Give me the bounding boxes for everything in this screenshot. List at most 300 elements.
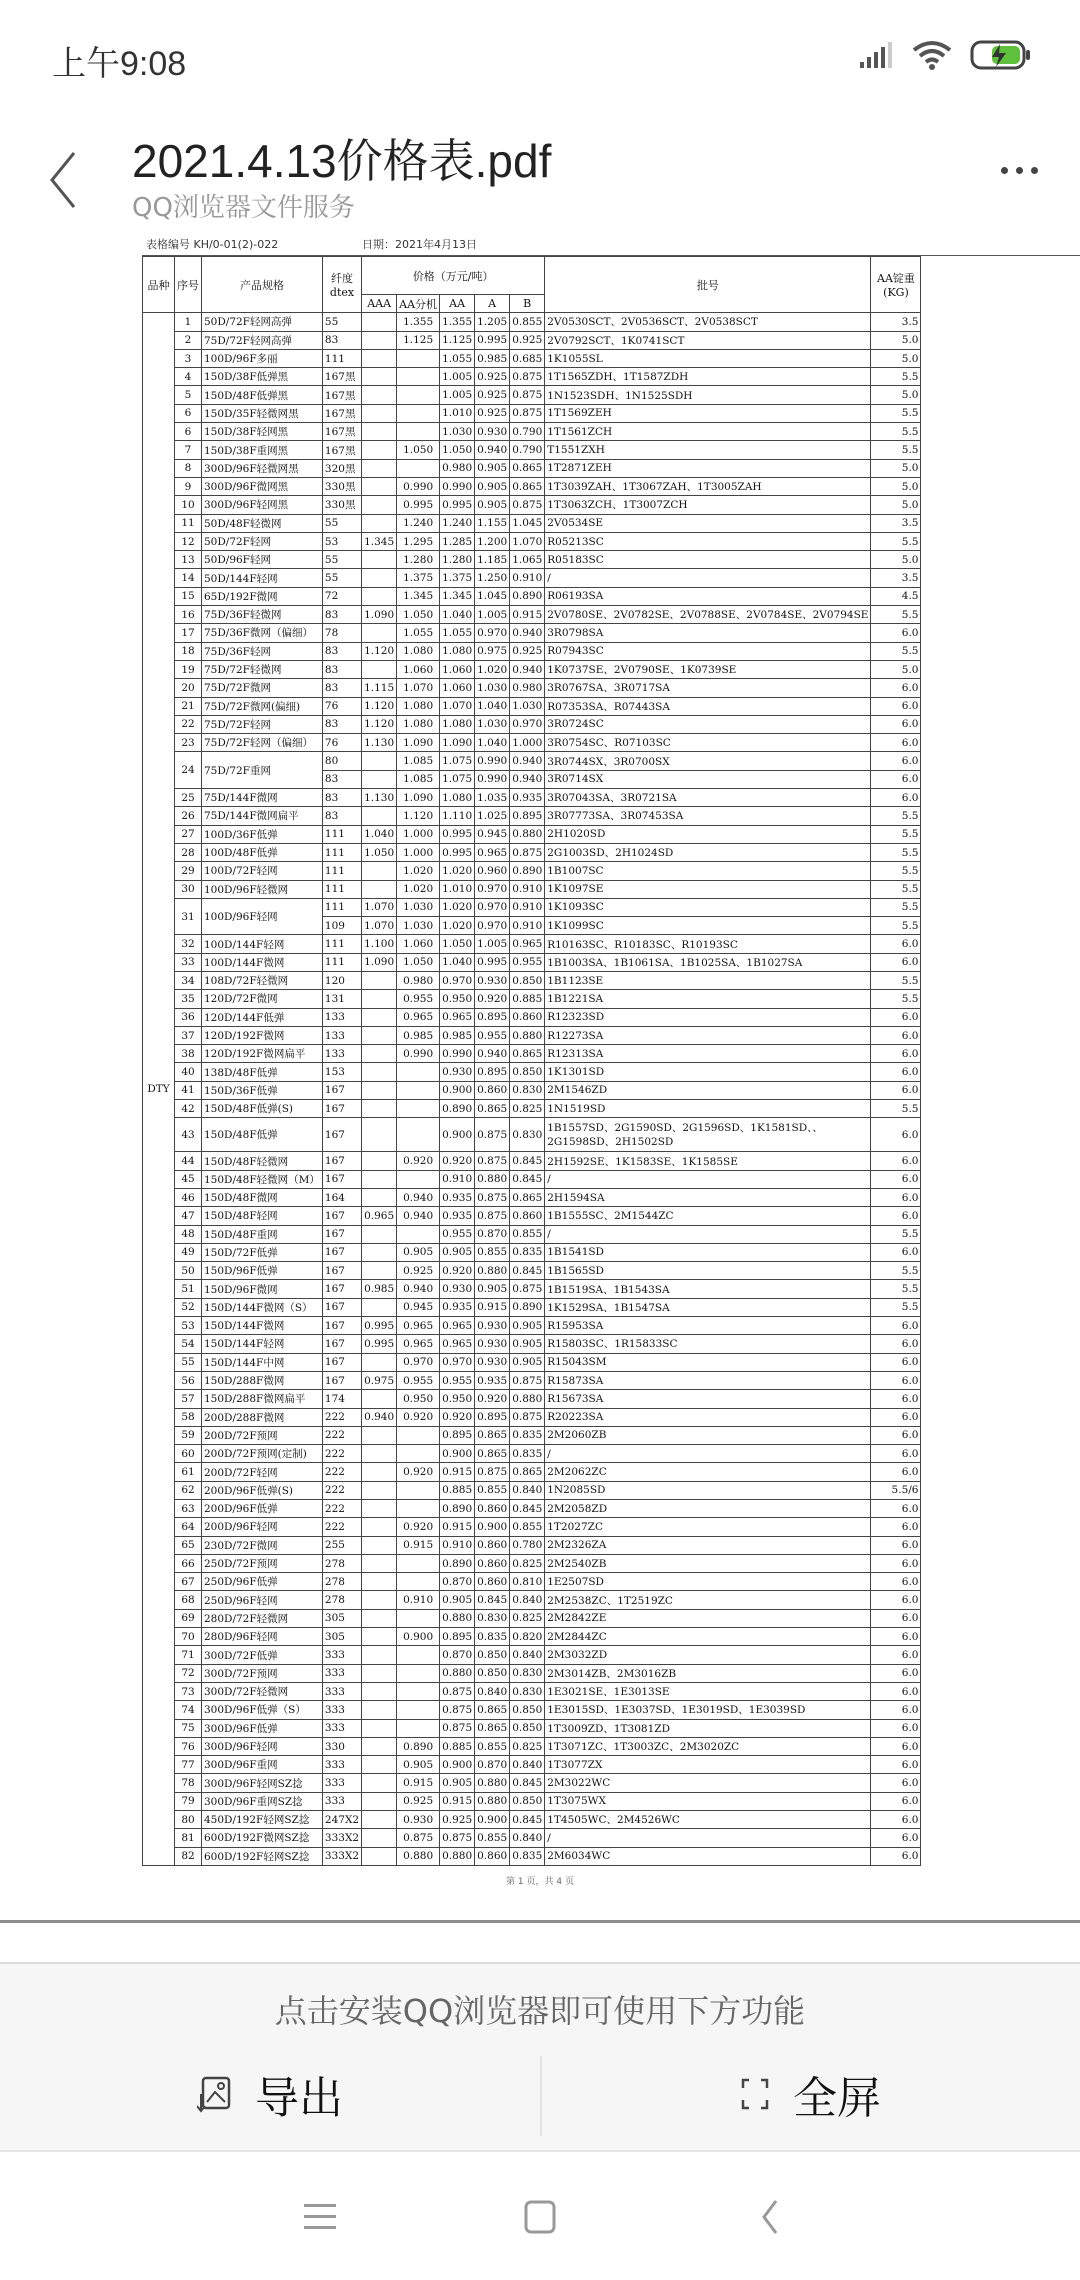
cell-price-aa-split bbox=[397, 368, 440, 386]
cell-price-aaa bbox=[362, 1628, 397, 1646]
cell-price-b: 0.875 bbox=[510, 404, 545, 422]
cell-batch: / bbox=[545, 1170, 871, 1188]
cell-spec: 300D/96F低弹 bbox=[202, 1719, 323, 1737]
cell-price-aa-split: 0.915 bbox=[397, 1774, 440, 1792]
cell-weight: 5.0 bbox=[871, 660, 921, 678]
status-icons bbox=[860, 40, 1032, 70]
cell-batch: 1E2507SD bbox=[545, 1573, 871, 1591]
cell-price-a: 0.840 bbox=[475, 1682, 510, 1700]
cell-price-a: 0.915 bbox=[475, 1298, 510, 1316]
cell-price-b: 0.910 bbox=[510, 898, 545, 916]
cell-price-aa-split bbox=[397, 1170, 440, 1188]
cell-price-aaa: 1.090 bbox=[362, 953, 397, 971]
cell-price-aa: 0.935 bbox=[440, 1188, 475, 1206]
cell-price-b: 0.865 bbox=[510, 1463, 545, 1481]
cell-price-aa: 1.240 bbox=[440, 514, 475, 532]
cell-weight: 6.0 bbox=[871, 715, 921, 733]
cell-price-aa-split bbox=[397, 1426, 440, 1444]
cell-dtex: 333 bbox=[322, 1792, 361, 1810]
cell-batch: 1E3015SD、1E3037SD、1E3019SD、1E3039SD bbox=[545, 1701, 871, 1719]
cell-price-aaa bbox=[362, 1829, 397, 1847]
cell-price-aa: 0.870 bbox=[440, 1646, 475, 1664]
cell-dtex: 255 bbox=[322, 1536, 361, 1554]
cell-price-a: 0.860 bbox=[475, 1500, 510, 1518]
cell-batch: 3R0744SX、3R0700SX bbox=[545, 752, 871, 770]
cell-price-aaa bbox=[362, 1298, 397, 1316]
cell-weight: 5.5 bbox=[871, 990, 921, 1008]
cell-batch: 1B1565SD bbox=[545, 1262, 871, 1280]
cell-price-b: 0.890 bbox=[510, 587, 545, 605]
cell-price-aa-split bbox=[397, 1664, 440, 1682]
cell-price-aa-split: 0.940 bbox=[397, 1280, 440, 1298]
cell-price-aa: 1.010 bbox=[440, 880, 475, 898]
cell-dtex: 222 bbox=[322, 1408, 361, 1426]
cell-price-aa: 0.970 bbox=[440, 1353, 475, 1371]
cell-price-aa: 0.970 bbox=[440, 971, 475, 989]
cell-price-aa: 0.920 bbox=[440, 1152, 475, 1170]
cell-price-aa-split: 1.060 bbox=[397, 935, 440, 953]
cell-price-aa: 0.875 bbox=[440, 1701, 475, 1719]
cell-spec: 75D/72F微网(偏细) bbox=[202, 697, 323, 715]
cell-price-aa: 0.935 bbox=[440, 1207, 475, 1225]
table-row bbox=[143, 1829, 921, 1847]
table-row bbox=[143, 1063, 921, 1081]
cell-price-aa-split: 0.875 bbox=[397, 1829, 440, 1847]
cell-weight: 5.0 bbox=[871, 496, 921, 514]
cell-index: 44 bbox=[175, 1152, 202, 1170]
cell-dtex: 167 bbox=[322, 1207, 361, 1225]
cell-price-aaa: 1.050 bbox=[362, 843, 397, 861]
cell-batch: 1K1529SA、1B1547SA bbox=[545, 1298, 871, 1316]
nav-back-button[interactable] bbox=[740, 2192, 800, 2242]
install-prompt-text[interactable]: 点击安装QQ浏览器即可使用下方功能 bbox=[274, 1992, 806, 2030]
cell-spec: 75D/144F微网扁平 bbox=[202, 807, 323, 825]
cell-price-aa: 0.895 bbox=[440, 1426, 475, 1444]
cell-dtex: 167 bbox=[322, 1225, 361, 1243]
cell-price-a: 0.865 bbox=[475, 1100, 510, 1118]
cell-weight: 6.0 bbox=[871, 1664, 921, 1682]
cell-index: 69 bbox=[175, 1609, 202, 1627]
cell-price-aaa bbox=[362, 1591, 397, 1609]
cell-price-b: 0.890 bbox=[510, 1298, 545, 1316]
cell-price-b: 0.880 bbox=[510, 1026, 545, 1044]
cell-index: 16 bbox=[175, 606, 202, 624]
cell-price-b: 0.895 bbox=[510, 807, 545, 825]
table-row bbox=[143, 496, 921, 514]
table-row bbox=[143, 459, 921, 477]
cell-batch: R07943SC bbox=[545, 642, 871, 660]
cell-dtex: 55 bbox=[322, 313, 361, 331]
fullscreen-button[interactable] bbox=[540, 2049, 1080, 2139]
cell-price-aa-split: 0.890 bbox=[397, 1737, 440, 1755]
cell-spec: 150D/72F低弹 bbox=[202, 1243, 323, 1261]
export-button[interactable] bbox=[0, 2049, 540, 2139]
cell-price-aa: 1.040 bbox=[440, 606, 475, 624]
table-row bbox=[143, 807, 921, 825]
cell-price-aaa bbox=[362, 1100, 397, 1118]
cell-price-a: 0.850 bbox=[475, 1664, 510, 1682]
cell-index: 10 bbox=[175, 496, 202, 514]
cell-price-aaa bbox=[362, 1701, 397, 1719]
cell-price-aaa bbox=[362, 441, 397, 459]
cell-price-a: 0.970 bbox=[475, 880, 510, 898]
cell-price-aa: 0.900 bbox=[440, 1756, 475, 1774]
header-fineness bbox=[322, 257, 361, 313]
cell-weight: 6.0 bbox=[871, 1170, 921, 1188]
table-row bbox=[143, 1353, 921, 1371]
cell-weight: 5.5 bbox=[871, 368, 921, 386]
cell-price-aa-split: 0.920 bbox=[397, 1152, 440, 1170]
cell-weight: 6.0 bbox=[871, 1847, 921, 1865]
home-button[interactable] bbox=[510, 2192, 570, 2242]
cell-index: 12 bbox=[175, 532, 202, 550]
cell-dtex: 83 bbox=[322, 789, 361, 807]
back-arrow-icon[interactable] bbox=[40, 145, 90, 215]
cell-price-aa-split: 1.020 bbox=[397, 880, 440, 898]
cell-spec: 300D/96F微网黑 bbox=[202, 477, 323, 495]
cell-price-b: 0.840 bbox=[510, 1646, 545, 1664]
cell-price-aaa bbox=[362, 1225, 397, 1243]
cell-dtex: 83 bbox=[322, 642, 361, 660]
cell-price-aa-split: 1.090 bbox=[397, 789, 440, 807]
cell-dtex: 111 bbox=[322, 862, 361, 880]
export-image-icon bbox=[197, 2074, 233, 2114]
cell-dtex: 333 bbox=[322, 1719, 361, 1737]
cell-price-aa-split: 0.925 bbox=[397, 1262, 440, 1280]
table-row bbox=[143, 734, 921, 752]
cell-price-aa-split: 1.060 bbox=[397, 660, 440, 678]
cell-batch: 1T4505WC、2M4526WC bbox=[545, 1811, 871, 1829]
cell-index: 50 bbox=[175, 1262, 202, 1280]
cell-dtex: 55 bbox=[322, 514, 361, 532]
cell-weight: 5.5/6 bbox=[871, 1481, 921, 1499]
table-row bbox=[143, 1682, 921, 1700]
table-row bbox=[143, 752, 921, 770]
cell-index: 38 bbox=[175, 1045, 202, 1063]
cell-price-aa-split: 1.000 bbox=[397, 825, 440, 843]
cell-price-aa-split bbox=[397, 1573, 440, 1591]
cell-price-aaa bbox=[362, 971, 397, 989]
cell-dtex: 131 bbox=[322, 990, 361, 1008]
cell-index: 68 bbox=[175, 1591, 202, 1609]
table-row bbox=[143, 1719, 921, 1737]
cell-spec: 150D/48F低弹 bbox=[202, 1118, 323, 1152]
cell-price-aaa: 1.120 bbox=[362, 715, 397, 733]
cell-price-aaa bbox=[362, 477, 397, 495]
cell-price-aa: 0.920 bbox=[440, 1262, 475, 1280]
cell-weight: 6.0 bbox=[871, 1554, 921, 1572]
cell-price-b: 0.925 bbox=[510, 642, 545, 660]
table-row bbox=[143, 1445, 921, 1463]
cell-price-a: 0.855 bbox=[475, 1243, 510, 1261]
cell-batch: 1T3039ZAH、1T3067ZAH、1T3005ZAH bbox=[545, 477, 871, 495]
cell-price-aa: 1.050 bbox=[440, 441, 475, 459]
cell-index: 75 bbox=[175, 1719, 202, 1737]
cell-price-aa-split: 0.880 bbox=[397, 1847, 440, 1865]
cell-spec: 150D/36F低弹 bbox=[202, 1081, 323, 1099]
cell-batch: 2M3014ZB、2M3016ZB bbox=[545, 1664, 871, 1682]
cell-spec: 600D/192F轻网SZ捻 bbox=[202, 1847, 323, 1865]
menu-button[interactable] bbox=[290, 2192, 350, 2242]
cell-weight: 6.0 bbox=[871, 1045, 921, 1063]
status-time: 上午9:08 bbox=[52, 45, 187, 83]
cell-price-b: 0.935 bbox=[510, 789, 545, 807]
cell-price-a: 0.865 bbox=[475, 1701, 510, 1719]
cell-price-b: 0.810 bbox=[510, 1573, 545, 1591]
cell-price-aa: 1.020 bbox=[440, 862, 475, 880]
cell-batch: 1T3063ZCH、1T3007ZCH bbox=[545, 496, 871, 514]
cell-spec: 150D/48F轻微网 bbox=[202, 1152, 323, 1170]
cell-index: 82 bbox=[175, 1847, 202, 1865]
cell-spec: 150D/38F重网黑 bbox=[202, 441, 323, 459]
cell-price-aaa bbox=[362, 386, 397, 404]
cell-index: 54 bbox=[175, 1335, 202, 1353]
cell-price-aa-split: 1.055 bbox=[397, 624, 440, 642]
table-row bbox=[143, 697, 921, 715]
cell-price-a: 0.995 bbox=[475, 331, 510, 349]
cell-index: 17 bbox=[175, 624, 202, 642]
pdf-viewer[interactable] bbox=[0, 238, 1080, 1923]
cell-price-aaa: 1.090 bbox=[362, 606, 397, 624]
table-row bbox=[143, 368, 921, 386]
cell-price-aa-split: 1.125 bbox=[397, 331, 440, 349]
table-row bbox=[143, 1591, 921, 1609]
cell-price-aa-split bbox=[397, 349, 440, 367]
cell-dtex: 333 bbox=[322, 1756, 361, 1774]
cell-spec: 200D/288F微网 bbox=[202, 1408, 323, 1426]
cell-price-aaa bbox=[362, 1573, 397, 1591]
cell-dtex: 222 bbox=[322, 1481, 361, 1499]
header-weight-unit: (KG) bbox=[883, 286, 909, 300]
cell-index: 56 bbox=[175, 1371, 202, 1389]
cell-price-a: 0.870 bbox=[475, 1225, 510, 1243]
cell-index: 21 bbox=[175, 697, 202, 715]
cell-price-aaa bbox=[362, 770, 397, 788]
cell-price-aa: 0.900 bbox=[440, 1118, 475, 1152]
cell-price-aaa bbox=[362, 1353, 397, 1371]
cell-price-aa: 0.995 bbox=[440, 496, 475, 514]
cell-spec: 150D/288F微网扁平 bbox=[202, 1390, 323, 1408]
menu-icon bbox=[304, 2202, 336, 2232]
cell-batch: 1K1301SD bbox=[545, 1063, 871, 1081]
cell-price-a: 0.960 bbox=[475, 862, 510, 880]
cell-spec: 150D/48F轻网 bbox=[202, 1207, 323, 1225]
cell-price-aaa bbox=[362, 1081, 397, 1099]
cell-price-b: 0.980 bbox=[510, 679, 545, 697]
cell-index: 20 bbox=[175, 679, 202, 697]
cell-price-aa: 0.965 bbox=[440, 1317, 475, 1335]
cell-weight: 4.5 bbox=[871, 587, 921, 605]
cell-weight: 6.0 bbox=[871, 1371, 921, 1389]
cell-batch: / bbox=[545, 1445, 871, 1463]
cell-weight: 5.0 bbox=[871, 386, 921, 404]
cell-price-a: 0.955 bbox=[475, 1026, 510, 1044]
cell-price-aaa: 0.995 bbox=[362, 1317, 397, 1335]
cell-dtex: 333 bbox=[322, 1682, 361, 1700]
cell-price-aaa bbox=[362, 1262, 397, 1280]
cell-price-a: 0.925 bbox=[475, 368, 510, 386]
cell-price-a: 0.905 bbox=[475, 459, 510, 477]
cell-price-aa-split: 1.280 bbox=[397, 551, 440, 569]
cell-price-aa: 1.080 bbox=[440, 642, 475, 660]
cell-price-aa: 0.900 bbox=[440, 1445, 475, 1463]
cell-weight: 5.5 bbox=[871, 1100, 921, 1118]
cell-price-b: 0.910 bbox=[510, 917, 545, 935]
cell-price-aaa bbox=[362, 1170, 397, 1188]
cell-weight: 6.0 bbox=[871, 1737, 921, 1755]
cell-price-aaa bbox=[362, 1847, 397, 1865]
cell-price-a: 0.875 bbox=[475, 1463, 510, 1481]
cell-price-aa: 0.915 bbox=[440, 1518, 475, 1536]
table-row bbox=[143, 1737, 921, 1755]
cell-price-aa: 0.920 bbox=[440, 1408, 475, 1426]
cell-weight: 6.0 bbox=[871, 1063, 921, 1081]
cell-dtex: 222 bbox=[322, 1518, 361, 1536]
cell-price-aa-split: 1.295 bbox=[397, 532, 440, 550]
cell-price-aa-split: 1.240 bbox=[397, 514, 440, 532]
cell-price-b: 0.850 bbox=[510, 971, 545, 989]
cell-batch: R10163SC、R10183SC、R10193SC bbox=[545, 935, 871, 953]
cell-spec: 100D/96F轻微网 bbox=[202, 880, 323, 898]
cell-batch: 2M2060ZB bbox=[545, 1426, 871, 1444]
more-dots-icon[interactable] bbox=[1001, 167, 1038, 174]
cell-price-aa-split: 0.990 bbox=[397, 477, 440, 495]
cell-price-aa-split bbox=[397, 1701, 440, 1719]
cell-batch: 1T1569ZEH bbox=[545, 404, 871, 422]
cell-price-a: 1.005 bbox=[475, 935, 510, 953]
viewer-scroll-edge bbox=[0, 1920, 1080, 1923]
cell-weight: 5.5 bbox=[871, 441, 921, 459]
cell-spec: 200D/72F预网 bbox=[202, 1426, 323, 1444]
cell-price-b: 0.875 bbox=[510, 386, 545, 404]
cell-spec: 150D/48F轻微网（M） bbox=[202, 1170, 323, 1188]
cell-dtex: 222 bbox=[322, 1463, 361, 1481]
cell-weight: 6.0 bbox=[871, 734, 921, 752]
cell-price-aa: 1.345 bbox=[440, 587, 475, 605]
cell-spec: 75D/72F微网 bbox=[202, 679, 323, 697]
cell-spec: 75D/36F微网（偏细） bbox=[202, 624, 323, 642]
cell-price-b: 0.845 bbox=[510, 1170, 545, 1188]
cell-spec: 200D/96F低弹 bbox=[202, 1500, 323, 1518]
table-row bbox=[143, 1280, 921, 1298]
cell-price-aa: 0.890 bbox=[440, 1100, 475, 1118]
cell-batch: 2M2844ZC bbox=[545, 1628, 871, 1646]
cell-batch: R05213SC bbox=[545, 532, 871, 550]
cell-price-b: 0.825 bbox=[510, 1554, 545, 1572]
cell-price-aa: 0.995 bbox=[440, 843, 475, 861]
cell-price-aa: 0.885 bbox=[440, 1481, 475, 1499]
cell-price-aa-split: 0.995 bbox=[397, 496, 440, 514]
cell-spec: 300D/72F低弹 bbox=[202, 1646, 323, 1664]
cell-price-aa: 1.020 bbox=[440, 898, 475, 916]
cell-dtex: 167黑 bbox=[322, 404, 361, 422]
cell-price-aa: 1.080 bbox=[440, 715, 475, 733]
cell-batch: T1551ZXH bbox=[545, 441, 871, 459]
cell-dtex: 247X2 bbox=[322, 1811, 361, 1829]
cell-spec: 50D/96F轻网 bbox=[202, 551, 323, 569]
cell-price-b: 0.840 bbox=[510, 1591, 545, 1609]
cell-price-b: 0.830 bbox=[510, 1118, 545, 1152]
cell-spec: 100D/96F轻网 bbox=[202, 898, 323, 935]
cell-index: 37 bbox=[175, 1026, 202, 1044]
cell-index: 63 bbox=[175, 1500, 202, 1518]
cell-price-a: 0.930 bbox=[475, 971, 510, 989]
cell-price-aa-split: 1.050 bbox=[397, 441, 440, 459]
cell-price-aaa: 1.100 bbox=[362, 935, 397, 953]
header-variety: 品种 bbox=[143, 257, 175, 313]
table-row bbox=[143, 313, 921, 331]
cell-price-aaa bbox=[362, 459, 397, 477]
cell-dtex: 167 bbox=[322, 1243, 361, 1261]
cell-batch: 2V0792SCT、1K0741SCT bbox=[545, 331, 871, 349]
cell-price-aa: 0.875 bbox=[440, 1829, 475, 1847]
cell-price-aaa bbox=[362, 404, 397, 422]
cell-batch: R12273SA bbox=[545, 1026, 871, 1044]
cell-dtex: 72 bbox=[322, 587, 361, 605]
cell-price-aaa: 1.070 bbox=[362, 917, 397, 935]
table-row bbox=[143, 1701, 921, 1719]
cell-index: 19 bbox=[175, 660, 202, 678]
cell-price-aaa bbox=[362, 1463, 397, 1481]
cell-dtex: 167 bbox=[322, 1371, 361, 1389]
cell-price-b: 0.865 bbox=[510, 1188, 545, 1206]
cell-index: 22 bbox=[175, 715, 202, 733]
cell-spec: 300D/96F低弹（S） bbox=[202, 1701, 323, 1719]
cell-price-b: 1.045 bbox=[510, 514, 545, 532]
cell-price-aaa bbox=[362, 331, 397, 349]
cell-spec: 300D/96F重网 bbox=[202, 1756, 323, 1774]
cell-price-b: 0.780 bbox=[510, 1536, 545, 1554]
cell-dtex: 167 bbox=[322, 1353, 361, 1371]
cell-weight: 5.5 bbox=[871, 862, 921, 880]
header-batch: 批号 bbox=[545, 257, 871, 313]
cell-batch: R15673SA bbox=[545, 1390, 871, 1408]
cell-batch: 1B1555SC、2M1544ZC bbox=[545, 1207, 871, 1225]
cell-price-aa-split bbox=[397, 1609, 440, 1627]
cell-index: 32 bbox=[175, 935, 202, 953]
table-row bbox=[143, 1664, 921, 1682]
cell-price-aaa bbox=[362, 752, 397, 770]
cell-weight: 5.0 bbox=[871, 331, 921, 349]
table-row bbox=[143, 679, 921, 697]
cell-price-aa-split bbox=[397, 1118, 440, 1152]
cell-price-aa-split bbox=[397, 1225, 440, 1243]
table-row bbox=[143, 1646, 921, 1664]
cell-price-b: 0.905 bbox=[510, 1353, 545, 1371]
cell-index: 8 bbox=[175, 459, 202, 477]
cell-price-aa-split: 1.120 bbox=[397, 807, 440, 825]
cell-dtex: 320黑 bbox=[322, 459, 361, 477]
cell-batch: R15873SA bbox=[545, 1371, 871, 1389]
cell-price-b: 0.835 bbox=[510, 1445, 545, 1463]
cell-dtex: 55 bbox=[322, 569, 361, 587]
cell-dtex: 167 bbox=[322, 1081, 361, 1099]
cell-price-aa-split: 0.990 bbox=[397, 1045, 440, 1063]
cell-price-a: 0.865 bbox=[475, 1426, 510, 1444]
cell-price-aa-split: 1.080 bbox=[397, 715, 440, 733]
cell-price-aa: 0.890 bbox=[440, 1500, 475, 1518]
cell-batch: 1K1093SC bbox=[545, 898, 871, 916]
system-nav-bar bbox=[0, 2152, 1080, 2280]
cell-index: 49 bbox=[175, 1243, 202, 1261]
table-row bbox=[143, 1188, 921, 1206]
cell-spec: 50D/72F轻网 bbox=[202, 532, 323, 550]
cell-price-b: 0.835 bbox=[510, 1426, 545, 1444]
cell-price-aa: 0.910 bbox=[440, 1170, 475, 1188]
cell-dtex: 333 bbox=[322, 1646, 361, 1664]
cell-price-aaa bbox=[362, 990, 397, 1008]
cell-batch: R12313SA bbox=[545, 1045, 871, 1063]
